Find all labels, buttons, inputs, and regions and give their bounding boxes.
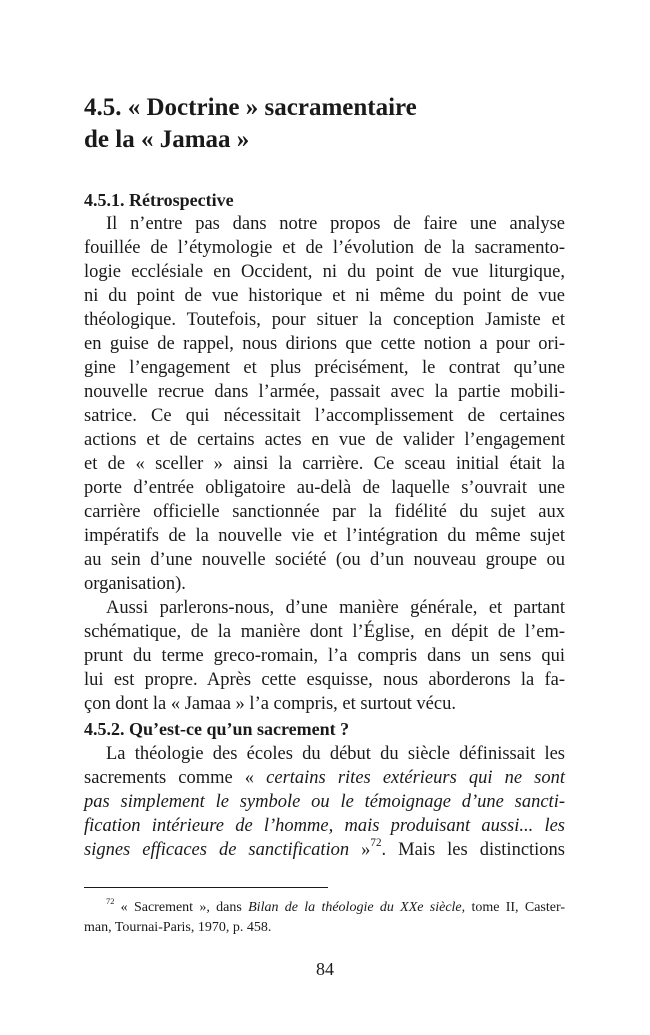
text-run: sacrements comme « [84,768,267,788]
book-title: Bilan de la théologie du XXe siècle [248,900,462,915]
italic-quote: certains rites extérieurs qui ne sont [266,768,565,788]
text-line [84,814,565,838]
chapter-title-line-1: 4.5. « Doctrine » sacramentaire [84,94,417,121]
italic-quote: signes efficaces de sanctification [84,840,350,860]
text-run: » [349,840,371,860]
paragraph-sacrement [84,742,565,862]
text-line: nouvelle recrue dans l’armée, passait avec la partie mobili- [84,382,565,402]
footnote-line [84,898,565,918]
text-line [84,790,565,814]
text-line [84,838,565,862]
text-line: lui est propre. Après cette esquisse, nous aborderons la fa- [84,670,565,690]
footnote-number: 72 [106,896,115,906]
text-line: satrice. Ce qui nécessitait l’accomplissement de certaines [84,406,565,426]
footnote-line: man, Tournai-Paris, 1970, p. 458. [84,920,272,935]
chapter-title [84,92,584,156]
italic-quote: fication intérieure de l’homme, mais produisant aussi... les [84,816,565,836]
text-line: La théologie des écoles du début du siècle définissait les [106,744,565,764]
text-run: , tome II, Caster- [461,900,566,915]
text-line: çon dont la « Jamaa » l’a compris, et surtout vécu. [84,694,456,714]
text-line: en guise de rappel, nous dirions que cette notion a pour ori- [84,334,565,354]
text-line: Aussi parlerons-nous, d’une manière générale, et partant [106,598,565,618]
text-line: fouillée de l’étymologie et de l’évolution de la sacramento- [84,238,565,258]
paragraph-retrospective-1 [84,212,565,596]
page-number: 84 [316,959,334,979]
text-line: carrière officielle sanctionnée par la fidélité du sujet aux [84,502,565,522]
text-line: Il n’entre pas dans notre propos de faire une analyse [106,214,565,234]
section-heading-retrospective: 4.5.1. Rétrospective [84,190,234,210]
paragraph-retrospective-2 [84,596,565,716]
text-line: actions et de certains actes en vue de valider l’engagement [84,430,565,450]
footnote-reference[interactable]: 72 [370,836,382,849]
text-line: gine l’engagement et plus précisément, le contrat qu’une [84,358,565,378]
text-line: logie ecclésiale en Occident, ni du point de vue liturgique, [84,262,565,282]
italic-quote: pas simplement le symbole ou le témoignage d’une sancti- [84,792,565,812]
text-line: impératifs de la nouvelle vie et l’intégration du même sujet [84,526,565,546]
section-heading-sacrement: 4.5.2. Qu’est-ce qu’un sacrement ? [84,719,350,739]
text-line: théologique. Toutefois, pour situer la conception Jamiste et [84,310,565,330]
text-line: ni du point de vue historique et ni même du point de vue [84,286,565,306]
text-line: schématique, de la manière dont l’Église, en dépit de l’em- [84,622,565,642]
text-line: et de « sceller » ainsi la carrière. Ce sceau initial était la [84,454,565,474]
text-run: . Mais les distinctions [381,840,566,860]
footnote [84,898,565,938]
chapter-title-line-2: de la « Jamaa » [84,126,250,153]
text-line: prunt du terme greco-romain, l’a compris dans un sens qui [84,646,565,666]
text-line: au sein d’une nouvelle société (ou d’un nouveau groupe ou [84,550,565,570]
text-line: porte d’entrée obligatoire au-delà de laquelle s’ouvrait une [84,478,565,498]
footnote-divider [84,887,328,888]
text-line: organisation). [84,574,186,594]
text-line [84,766,565,790]
text-run: « Sacrement », dans [114,900,249,915]
